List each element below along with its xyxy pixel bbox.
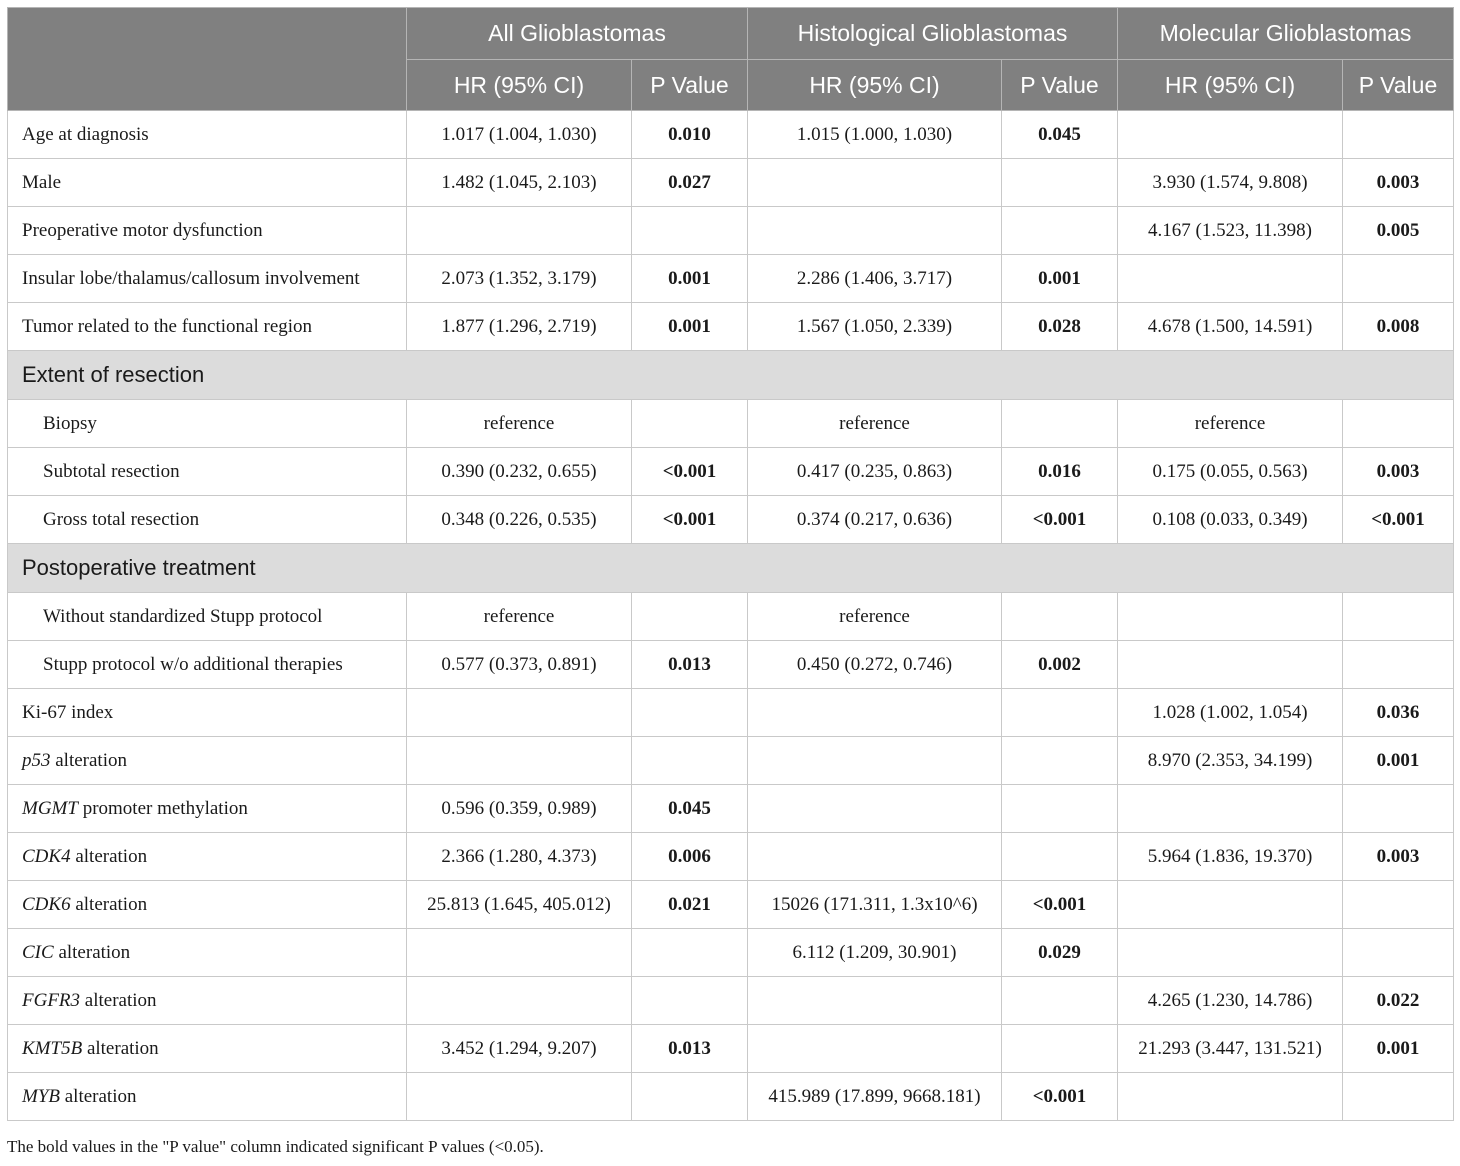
cell-hr-all: 0.596 (0.359, 0.989) <box>407 785 632 833</box>
table-row <box>8 111 1454 159</box>
hazard-ratio-table <box>7 7 1454 1121</box>
cell-p-all: 0.006 <box>632 833 748 881</box>
cell-hr-molecular <box>1118 111 1343 159</box>
cell-p-all <box>632 689 748 737</box>
cell-p-histological: 0.028 <box>1002 303 1118 351</box>
header-hr-histological: HR (95% CI) <box>748 60 1002 111</box>
row-label: Tumor related to the functional region <box>8 303 407 351</box>
cell-p-histological <box>1002 785 1118 833</box>
row-label <box>8 929 407 977</box>
cell-p-histological <box>1002 977 1118 1025</box>
row-label <box>8 881 407 929</box>
cell-p-molecular: 0.005 <box>1343 207 1454 255</box>
cell-p-molecular <box>1343 881 1454 929</box>
table-row <box>8 833 1454 881</box>
label-suffix: alteration <box>53 941 131 963</box>
cell-hr-histological <box>748 833 1002 881</box>
cell-p-all: 0.027 <box>632 159 748 207</box>
cell-hr-histological: 2.286 (1.406, 3.717) <box>748 255 1002 303</box>
cell-hr-molecular: 5.964 (1.836, 19.370) <box>1118 833 1343 881</box>
cell-p-histological <box>1002 1025 1118 1073</box>
cell-hr-histological: 0.374 (0.217, 0.636) <box>748 496 1002 544</box>
cell-p-histological <box>1002 833 1118 881</box>
row-label <box>8 833 407 881</box>
cell-hr-all: reference <box>407 593 632 641</box>
table-row <box>8 929 1454 977</box>
cell-p-molecular: <0.001 <box>1343 496 1454 544</box>
header-histological-glioblastomas: Histological Glioblastomas <box>748 8 1118 60</box>
cell-hr-molecular: 4.167 (1.523, 11.398) <box>1118 207 1343 255</box>
cell-hr-histological <box>748 1025 1002 1073</box>
cell-p-histological <box>1002 737 1118 785</box>
row-label: Gross total resection <box>8 496 407 544</box>
cell-hr-all: 2.073 (1.352, 3.179) <box>407 255 632 303</box>
cell-p-molecular: 0.008 <box>1343 303 1454 351</box>
results-table-container <box>7 7 1453 1121</box>
table-row <box>8 496 1454 544</box>
cell-hr-histological <box>748 977 1002 1025</box>
cell-p-molecular <box>1343 111 1454 159</box>
cell-p-histological: 0.029 <box>1002 929 1118 977</box>
cell-p-molecular <box>1343 785 1454 833</box>
cell-hr-histological <box>748 159 1002 207</box>
cell-p-molecular: 0.001 <box>1343 1025 1454 1073</box>
cell-p-all: 0.013 <box>632 1025 748 1073</box>
header-all-glioblastomas: All Glioblastomas <box>407 8 748 60</box>
cell-p-all: 0.045 <box>632 785 748 833</box>
cell-hr-all: 1.877 (1.296, 2.719) <box>407 303 632 351</box>
row-label: Biopsy <box>8 400 407 448</box>
table-row <box>8 737 1454 785</box>
cell-hr-all <box>407 737 632 785</box>
gene-name: FGFR3 <box>22 989 81 1011</box>
cell-p-all <box>632 737 748 785</box>
cell-p-all <box>632 1073 748 1121</box>
cell-p-histological: <0.001 <box>1002 496 1118 544</box>
cell-hr-all <box>407 929 632 977</box>
cell-hr-molecular <box>1118 1073 1343 1121</box>
cell-p-all <box>632 977 748 1025</box>
table-row <box>8 207 1454 255</box>
cell-hr-molecular <box>1118 929 1343 977</box>
row-label <box>8 737 407 785</box>
cell-hr-molecular <box>1118 641 1343 689</box>
cell-hr-histological: 0.417 (0.235, 0.863) <box>748 448 1002 496</box>
label-suffix: alteration <box>80 989 157 1011</box>
cell-p-histological: 0.002 <box>1002 641 1118 689</box>
cell-p-all: <0.001 <box>632 448 748 496</box>
table-row <box>8 881 1454 929</box>
row-label <box>8 1073 407 1121</box>
cell-hr-histological: 0.450 (0.272, 0.746) <box>748 641 1002 689</box>
cell-p-molecular <box>1343 255 1454 303</box>
cell-hr-molecular: 21.293 (3.447, 131.521) <box>1118 1025 1343 1073</box>
table-row <box>8 448 1454 496</box>
table-row <box>8 1025 1454 1073</box>
table-row <box>8 593 1454 641</box>
cell-p-molecular: 0.036 <box>1343 689 1454 737</box>
table-row <box>8 255 1454 303</box>
cell-p-molecular <box>1343 641 1454 689</box>
label-suffix: alteration <box>82 1037 159 1059</box>
cell-p-histological <box>1002 207 1118 255</box>
row-label <box>8 1025 407 1073</box>
cell-p-molecular: 0.003 <box>1343 833 1454 881</box>
cell-hr-molecular: 8.970 (2.353, 34.199) <box>1118 737 1343 785</box>
gene-name: p53 <box>22 749 51 771</box>
cell-p-molecular <box>1343 593 1454 641</box>
cell-p-all: 0.013 <box>632 641 748 689</box>
cell-p-all: 0.010 <box>632 111 748 159</box>
cell-p-all: 0.001 <box>632 303 748 351</box>
cell-hr-molecular: 0.108 (0.033, 0.349) <box>1118 496 1343 544</box>
gene-name: KMT5B <box>22 1037 83 1059</box>
cell-p-histological: <0.001 <box>1002 881 1118 929</box>
cell-hr-all: 3.452 (1.294, 9.207) <box>407 1025 632 1073</box>
cell-hr-all <box>407 207 632 255</box>
cell-hr-all <box>407 1073 632 1121</box>
cell-p-histological <box>1002 689 1118 737</box>
cell-hr-all: 0.577 (0.373, 0.891) <box>407 641 632 689</box>
cell-p-molecular: 0.001 <box>1343 737 1454 785</box>
table-row <box>8 641 1454 689</box>
cell-hr-molecular <box>1118 593 1343 641</box>
gene-name: CDK4 <box>22 845 71 867</box>
section-label: Extent of resection <box>8 351 1454 400</box>
cell-p-all: 0.021 <box>632 881 748 929</box>
cell-p-all <box>632 207 748 255</box>
cell-p-molecular: 0.003 <box>1343 159 1454 207</box>
table-row <box>8 1073 1454 1121</box>
cell-hr-all: 1.017 (1.004, 1.030) <box>407 111 632 159</box>
cell-p-all <box>632 929 748 977</box>
row-label: Preoperative motor dysfunction <box>8 207 407 255</box>
cell-hr-all: 25.813 (1.645, 405.012) <box>407 881 632 929</box>
row-label: Ki-67 index <box>8 689 407 737</box>
table-footnote: The bold values in the "P value" column indicated significant P values (<0.05). <box>7 1137 544 1156</box>
gene-name: MGMT <box>22 797 78 819</box>
cell-hr-all <box>407 689 632 737</box>
cell-p-histological: 0.016 <box>1002 448 1118 496</box>
cell-hr-molecular: 4.678 (1.500, 14.591) <box>1118 303 1343 351</box>
header-molecular-glioblastomas: Molecular Glioblastomas <box>1118 8 1454 60</box>
label-suffix: promoter methylation <box>77 797 248 819</box>
cell-hr-molecular: 4.265 (1.230, 14.786) <box>1118 977 1343 1025</box>
cell-p-molecular <box>1343 929 1454 977</box>
cell-p-histological: <0.001 <box>1002 1073 1118 1121</box>
cell-p-all <box>632 400 748 448</box>
cell-hr-molecular: reference <box>1118 400 1343 448</box>
cell-p-histological: 0.001 <box>1002 255 1118 303</box>
cell-p-histological: 0.045 <box>1002 111 1118 159</box>
cell-hr-molecular <box>1118 255 1343 303</box>
cell-hr-molecular <box>1118 881 1343 929</box>
cell-hr-histological: reference <box>748 400 1002 448</box>
row-label: Male <box>8 159 407 207</box>
gene-name: CDK6 <box>22 893 71 915</box>
row-label <box>8 977 407 1025</box>
cell-p-histological <box>1002 593 1118 641</box>
cell-hr-all: 2.366 (1.280, 4.373) <box>407 833 632 881</box>
cell-hr-histological: 6.112 (1.209, 30.901) <box>748 929 1002 977</box>
cell-hr-all: reference <box>407 400 632 448</box>
cell-hr-all: 1.482 (1.045, 2.103) <box>407 159 632 207</box>
cell-p-histological <box>1002 400 1118 448</box>
cell-p-all <box>632 593 748 641</box>
cell-hr-all: 0.348 (0.226, 0.535) <box>407 496 632 544</box>
cell-p-all: <0.001 <box>632 496 748 544</box>
header-p-molecular: P Value <box>1343 60 1454 111</box>
cell-p-molecular <box>1343 1073 1454 1121</box>
header-hr-all: HR (95% CI) <box>407 60 632 111</box>
header-variable-blank <box>8 8 407 111</box>
header-hr-molecular: HR (95% CI) <box>1118 60 1343 111</box>
cell-hr-histological: reference <box>748 593 1002 641</box>
cell-hr-molecular: 0.175 (0.055, 0.563) <box>1118 448 1343 496</box>
cell-hr-histological <box>748 689 1002 737</box>
cell-hr-molecular <box>1118 785 1343 833</box>
cell-hr-histological <box>748 207 1002 255</box>
table-row <box>8 689 1454 737</box>
header-row-groups <box>8 8 1454 60</box>
row-label: Without standardized Stupp protocol <box>8 593 407 641</box>
row-label: Subtotal resection <box>8 448 407 496</box>
gene-name: CIC <box>22 941 54 963</box>
cell-p-molecular: 0.003 <box>1343 448 1454 496</box>
table-row <box>8 977 1454 1025</box>
row-label: Age at diagnosis <box>8 111 407 159</box>
section-row <box>8 351 1454 400</box>
cell-hr-molecular: 1.028 (1.002, 1.054) <box>1118 689 1343 737</box>
cell-hr-all <box>407 977 632 1025</box>
table-row <box>8 400 1454 448</box>
cell-p-all: 0.001 <box>632 255 748 303</box>
row-label <box>8 785 407 833</box>
cell-p-molecular: 0.022 <box>1343 977 1454 1025</box>
label-suffix: alteration <box>70 845 148 867</box>
cell-p-molecular <box>1343 400 1454 448</box>
header-p-histological: P Value <box>1002 60 1118 111</box>
cell-hr-histological: 415.989 (17.899, 9668.181) <box>748 1073 1002 1121</box>
table-body <box>8 111 1454 1121</box>
row-label: Stupp protocol w/o additional therapies <box>8 641 407 689</box>
cell-hr-histological <box>748 737 1002 785</box>
label-suffix: alteration <box>60 1085 137 1107</box>
cell-hr-histological <box>748 785 1002 833</box>
cell-hr-molecular: 3.930 (1.574, 9.808) <box>1118 159 1343 207</box>
cell-p-histological <box>1002 159 1118 207</box>
cell-hr-histological: 1.567 (1.050, 2.339) <box>748 303 1002 351</box>
row-label: Insular lobe/thalamus/callosum involvement <box>8 255 407 303</box>
table-row <box>8 785 1454 833</box>
cell-hr-histological: 1.015 (1.000, 1.030) <box>748 111 1002 159</box>
section-row <box>8 544 1454 593</box>
label-suffix: alteration <box>50 749 127 771</box>
table-row <box>8 159 1454 207</box>
cell-hr-histological: 15026 (171.311, 1.3x10^6) <box>748 881 1002 929</box>
header-p-all: P Value <box>632 60 748 111</box>
gene-name: MYB <box>22 1085 60 1107</box>
table-row <box>8 303 1454 351</box>
section-label: Postoperative treatment <box>8 544 1454 593</box>
cell-hr-all: 0.390 (0.232, 0.655) <box>407 448 632 496</box>
label-suffix: alteration <box>70 893 148 915</box>
